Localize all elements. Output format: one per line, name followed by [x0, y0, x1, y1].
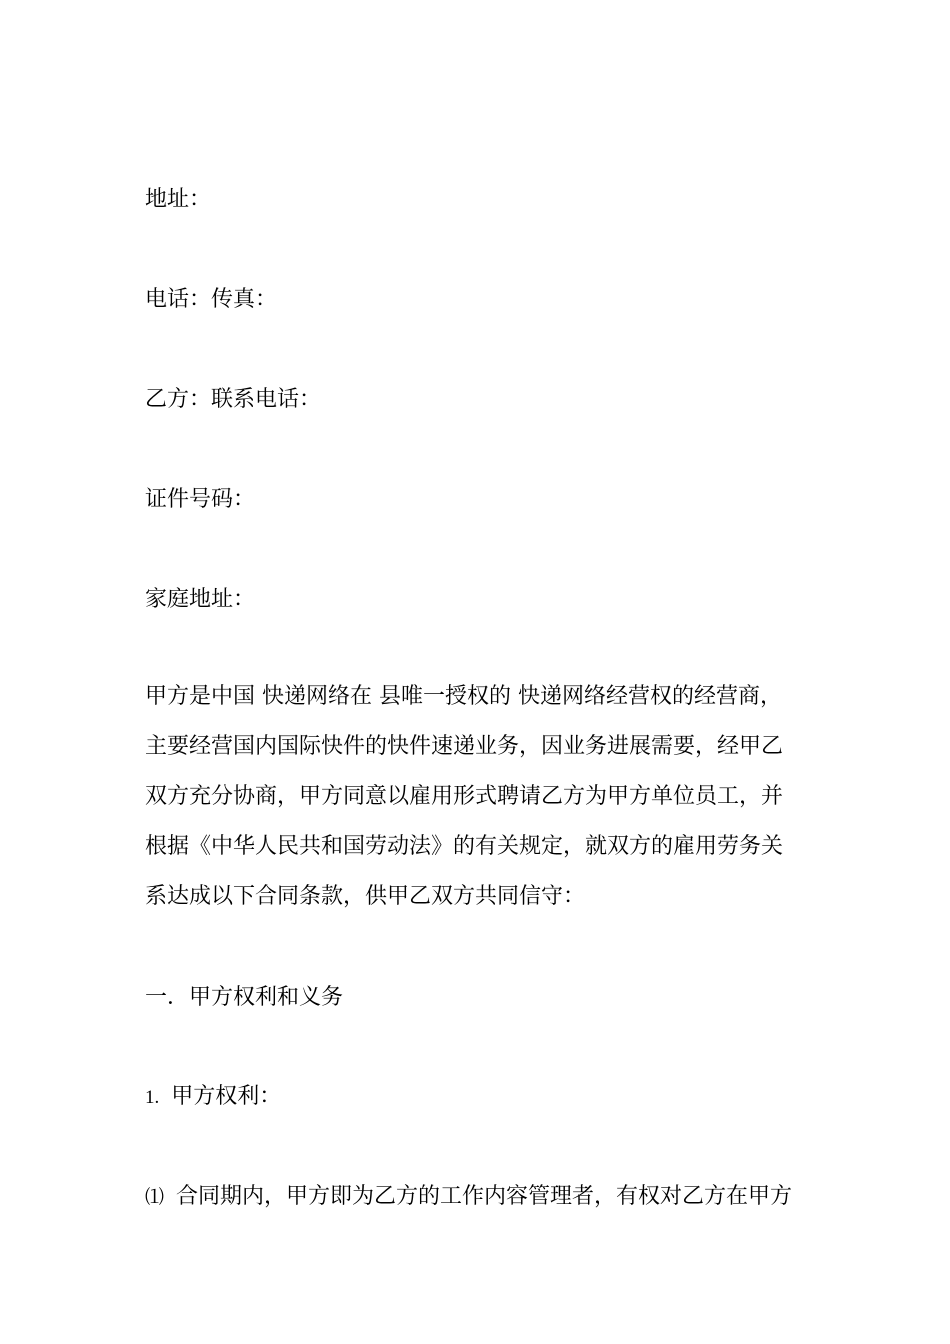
id-number-field: 证件号码：	[145, 487, 256, 512]
party-b-contact-field: 乙方：联系电话：	[145, 387, 322, 412]
intro-line: 根据《中华人民共和国劳动法》的有关规定，就双方的雇用劳务关	[145, 834, 784, 859]
section-heading: 一．甲方权利和义务	[145, 985, 344, 1010]
clause-number: ⑴	[145, 1187, 165, 1208]
intro-paragraph	[145, 672, 810, 922]
clause-text: 合同期内，甲方即为乙方的工作内容管理者，有权对乙方在甲方	[176, 1184, 793, 1209]
item-number: 1.	[145, 1087, 160, 1108]
intro-line: 甲方是中国 快递网络在 县唯一授权的 快递网络经营权的经营商，	[145, 684, 782, 709]
phone-fax-field: 电话：传真：	[145, 287, 278, 312]
intro-line: 双方充分协商，甲方同意以雇用形式聘请乙方为甲方单位员工，并	[145, 784, 784, 809]
item-title: 甲方权利：	[171, 1084, 282, 1109]
intro-line: 系达成以下合同条款，供甲乙双方共同信守：	[145, 884, 586, 909]
home-address-field: 家庭地址：	[145, 587, 256, 612]
item-heading	[145, 1082, 281, 1113]
address-field: 地址：	[145, 187, 212, 212]
clause-line	[145, 1182, 792, 1213]
intro-line: 主要经营国内国际快件的快件速递业务，因业务进展需要，经甲乙	[145, 734, 784, 759]
